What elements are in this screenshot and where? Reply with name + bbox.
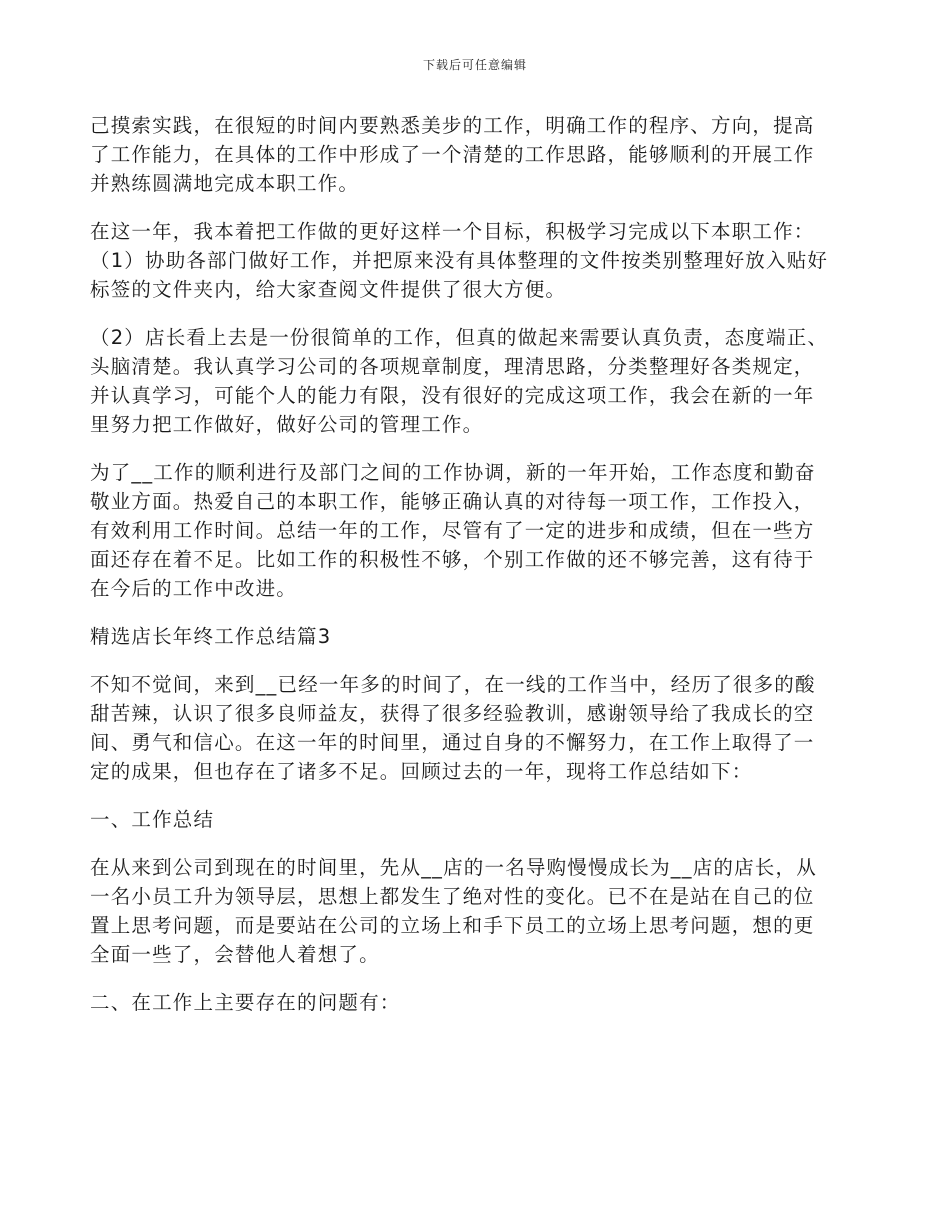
- section-heading-article-3: [90, 622, 860, 651]
- text-line: 在今后的工作中改进。: [90, 577, 298, 600]
- text-line: 为了__工作的顺利进行及部门之间的工作协调，新的一年开始，工作态度和勤奋: [90, 461, 816, 484]
- text-line: 敬业方面。热爱自己的本职工作，能够正确认真的对待每一项工作，工作投入，: [90, 490, 815, 513]
- paragraph-5: [90, 670, 860, 786]
- text-line: 定的成果，但也存在了诸多不足。回顾过去的一年，现将工作总结如下：: [90, 760, 753, 783]
- paragraph-2: [90, 217, 860, 304]
- text-line: 标签的文件夹内，给大家查阅文件提供了很大方便。: [90, 278, 567, 301]
- text-line: 了工作能力，在具体的工作中形成了一个清楚的工作思路，能够顺利的开展工作: [90, 143, 815, 166]
- text-line: 一名小员工升为领导层，思想上都发生了绝对性的变化。已不在是站在自己的位: [90, 885, 815, 908]
- text-line: 间、勇气和信心。在这一年的时间里，通过自身的不懈努力，在工作上取得了一: [90, 731, 815, 754]
- text-line: 己摸索实践，在很短的时间内要熟悉美步的工作，明确工作的程序、方向，提高: [90, 114, 815, 137]
- text-line: 置上思考问题，而是要站在公司的立场上和手下员工的立场上思考问题，想的更: [90, 914, 815, 937]
- text-line: 里努力把工作做好，做好公司的管理工作。: [90, 413, 484, 436]
- text-line: 并熟练圆满地完成本职工作。: [90, 172, 360, 195]
- section-heading-problems: [90, 988, 860, 1017]
- paragraph-3: [90, 323, 860, 439]
- header-note: 下载后可任意编辑: [422, 58, 527, 72]
- text-line: 全面一些了，会替他人着想了。: [90, 943, 380, 966]
- text-line: 精选店长年终工作总结篇3: [90, 625, 332, 648]
- text-line: （2）店长看上去是一份很简单的工作，但真的做起来需要认真负责，态度端正、: [90, 326, 829, 349]
- text-line: （1）协助各部门做好工作，并把原来没有具体整理的文件按类别整理好放入贴好: [90, 249, 829, 272]
- paragraph-1: [90, 111, 860, 198]
- text-line: 并认真学习，可能个人的能力有限，没有很好的完成这项工作，我会在新的一年: [90, 384, 815, 407]
- text-line: 甜苦辣，认识了很多良师益友，获得了很多经验教训，感谢领导给了我成长的空: [90, 702, 815, 725]
- section-heading-work-summary: [90, 805, 860, 834]
- text-line: 头脑清楚。我认真学习公司的各项规章制度，理清思路，分类整理好各类规定，: [90, 355, 815, 378]
- document-body: [90, 111, 860, 1017]
- text-line: 在从来到公司到现在的时间里，先从__店的一名导购慢慢成长为__店的店长，从: [90, 856, 817, 879]
- text-line: 有效利用工作时间。总结一年的工作，尽管有了一定的进步和成绩，但在一些方: [90, 519, 815, 542]
- text-line: 不知不觉间，来到__已经一年多的时间了，在一线的工作当中，经历了很多的酸: [90, 673, 816, 696]
- text-line: 一、工作总结: [90, 808, 215, 831]
- text-line: 面还存在着不足。比如工作的积极性不够，个别工作做的还不够完善，这有待于: [90, 548, 815, 571]
- text-line: 在这一年，我本着把工作做的更好这样一个目标，积极学习完成以下本职工作：: [90, 220, 815, 243]
- text-line: 二、在工作上主要存在的问题有：: [90, 991, 401, 1014]
- paragraph-6: [90, 853, 860, 969]
- paragraph-4: [90, 458, 860, 603]
